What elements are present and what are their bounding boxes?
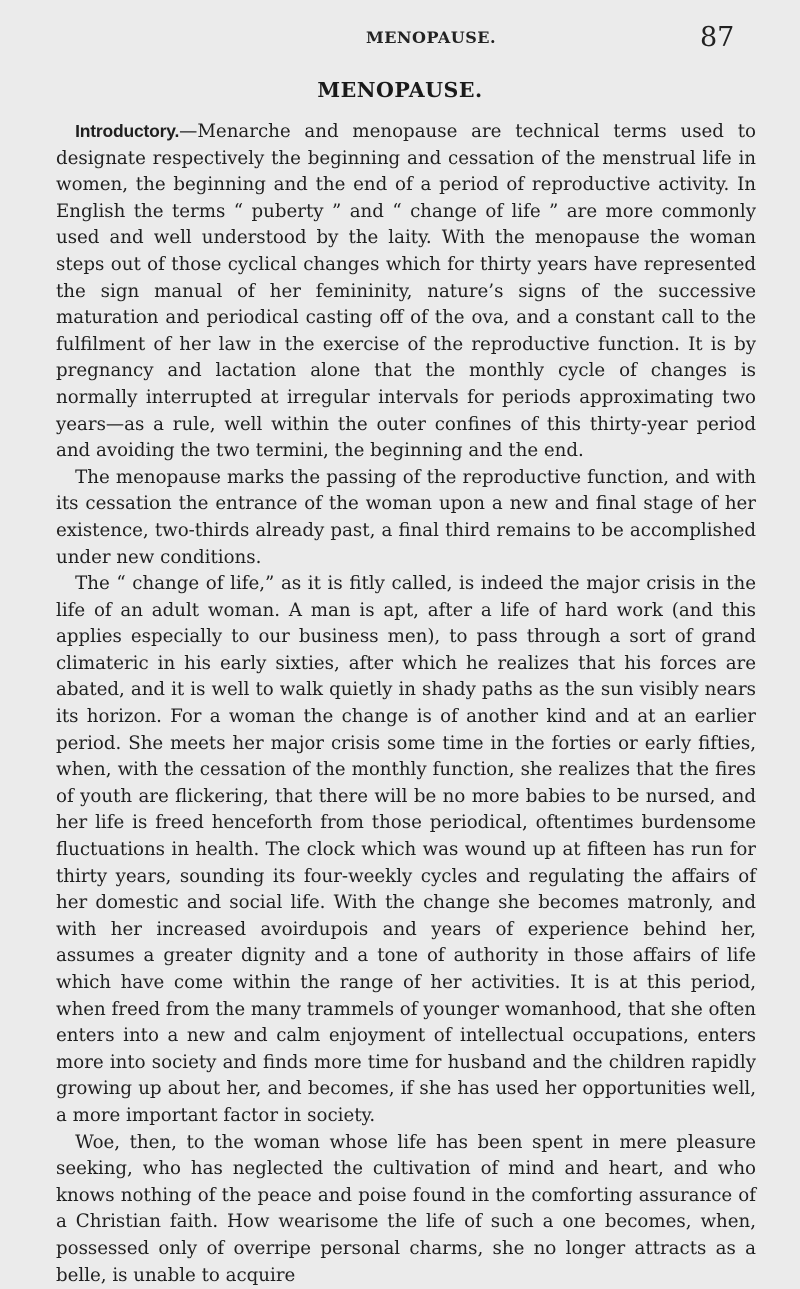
paragraph-text: Woe, then, to the woman whose life has been spent in mere pleasure seeking, who has neglected the cultivation of mind and heart, and who knows nothing of the peace and poise found in the comforting assurance of a Christian faith. How wearisome the life of such a one becomes, when, possessed only of overripe personal charms, she no longer attracts as a belle, is unable to acquire — [56, 1131, 756, 1286]
chapter-title: MENOPAUSE. — [317, 78, 483, 102]
paragraph — [56, 571, 756, 1129]
running-header — [0, 22, 800, 53]
paragraph-text: —Menarche and menopause are technical terms used to designate respectively the beginning and cessation of the menstrual life in women, the beginning and the end of a period of reproductive activity. In English the terms “ puberty ” and “ change of life ” are more commonly used and well understood by the laity. With the menopause the woman steps out of those cyclical changes which for thirty years have represented the sign manual of her femininity, nature’s signs of the successive maturation and periodical casting off of the ova, and a constant call to the fulfilment of her law in the exercise of the reproductive function. It is by pregnancy and lactation alone that the monthly cycle of changes is normally interrupted at irregular intervals for periods approximating two years—as a rule, well within the outer confines of this thirty-year period and avoiding the two termini, the beginning and the end. — [56, 121, 756, 462]
running-title: MENOPAUSE. — [366, 28, 497, 47]
paragraph-introductory — [56, 118, 756, 465]
paragraph — [56, 465, 756, 571]
page-number: 87 — [700, 22, 735, 53]
paragraph-text: The “ change of life,” as it is fitly called, is indeed the major crisis in the life of an adult woman. A man is apt, after a life of hard work (and this applies especially to our business men), to pass through a sort of grand climateric in his early sixties, after which he realizes that his forces are abated, and it is well to walk quietly in shady paths as the sun visibly nears its horizon. For a woman the change is of another kind and at an earlier period. She meets her major crisis some time in the forties or early fifties, when, with the cessation of the monthly function, she realizes that the fires of youth are flickering, that there will be no more babies to be nursed, and her life is freed henceforth from those periodical, oftentimes burdensome fluctuations in health. The clock which was wound up at fifteen has run for thirty years, sounding its four-weekly cycles and regulating the affairs of her domestic and social life. With the change she becomes matronly, and with her increased avoirdupois and years of experience behind her, assumes a greater dignity and a tone of authority in those affairs of life which have come within the range of her activities. It is at this period, when freed from the many trammels of younger womanhood, that she often enters into a new and calm enjoyment of intellectual occupations, enters more into society and finds more time for husband and the children rapidly growing up about her, and becomes, if she has used her opportunities well, a more important factor in society. — [56, 573, 756, 1126]
paragraph — [56, 1130, 756, 1289]
paragraph-text: The menopause marks the passing of the reproductive function, and with its cessation the entrance of the woman upon a new and final stage of her existence, two-thirds already past, a final third remains to be accomplished under new conditions. — [56, 466, 756, 568]
paragraph-lead-heading: Introductory. — [75, 121, 180, 141]
body-text — [56, 118, 756, 1289]
